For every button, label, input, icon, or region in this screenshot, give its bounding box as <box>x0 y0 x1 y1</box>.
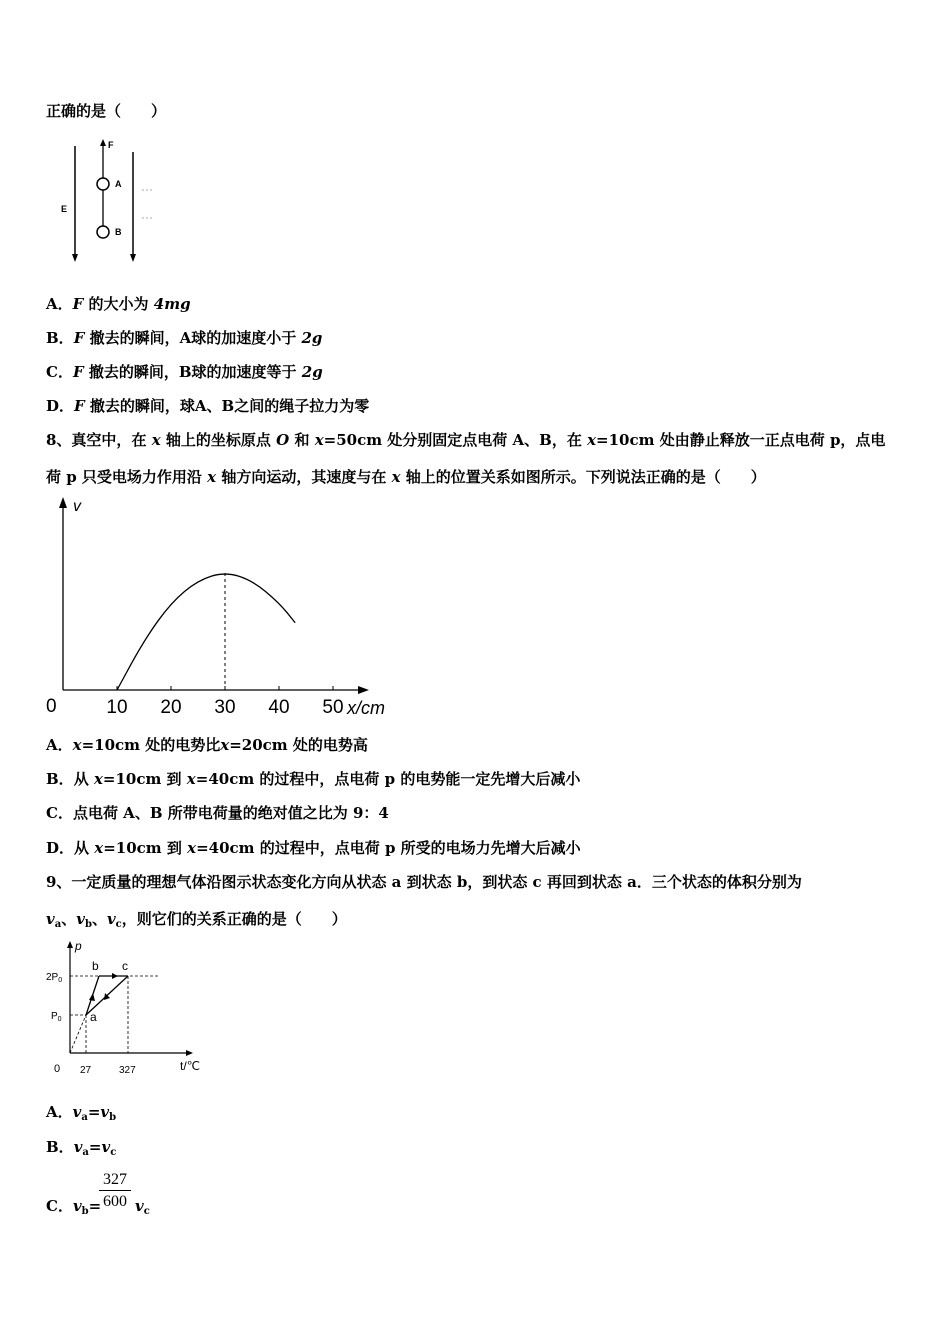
x-tick-label-50: 50 <box>322 697 344 718</box>
q7-option-d: D．F 撤去的瞬间，球A、B之间的绳子拉力为零 <box>46 397 370 415</box>
label-E: E <box>61 204 68 214</box>
q8-option-d: D．从 x=10cm 到 x=40cm 的过程中，点电荷 p 所受的电场力先增大后减小 <box>46 839 581 857</box>
label-B: B <box>115 227 122 237</box>
q7-option-c: C．F 撤去的瞬间，B球的加速度等于 2g <box>46 363 323 381</box>
x-tick-label-10: 10 <box>106 697 128 718</box>
y-axis-label: v <box>73 498 81 515</box>
x-axis-label: x/cm <box>347 698 385 718</box>
label-A: A <box>115 179 122 189</box>
p-axis-label: p <box>75 939 82 953</box>
q9-option-a: A．$v_a=v_b$ <box>46 1103 117 1123</box>
fraction-327-600 <box>99 1170 131 1213</box>
ball-A <box>97 178 109 190</box>
ball-B <box>97 226 109 238</box>
velocity-curve <box>117 574 295 690</box>
tick-2p0: $2P_0$ <box>46 972 63 984</box>
q8-stem-line2: 荷 p 只受电场力作用沿 x 轴方向运动，其速度与在 x 轴上的位置关系如图所示。下列说法正确的是（ ） <box>46 468 766 486</box>
q8-option-c: C．点电荷 A、B 所带电荷量的绝对值之比为 9：4 <box>46 804 389 822</box>
q7-stem-tail: 正确的是（ ） <box>46 102 167 120</box>
q9-option-c-rhs: $v_c$ <box>135 1197 150 1217</box>
q7-option-b: B．F 撤去的瞬间，A球的加速度小于 2g <box>46 329 323 347</box>
q8-stem-line1: 8、真空中，在 x 轴上的坐标原点 O 和 x=50cm 处分别固定点电荷 A、B，在 x=10cm 处由静止释放一正点电荷 p，点电 <box>46 431 886 449</box>
q8-option-a: A．x=10cm 处的电势比x=20cm 处的电势高 <box>46 736 368 754</box>
origin: 0 <box>54 1063 61 1075</box>
tick-27: 27 <box>80 1065 92 1076</box>
pressure-temperature-graph <box>44 938 214 1078</box>
x-tick-label-20: 20 <box>160 697 182 718</box>
q7-figure <box>55 138 165 266</box>
q9-stem-line2: $v_a$、$v_b$、$v_c$，则它们的关系正确的是（ ） <box>46 910 347 930</box>
q9-stem-line1: 9、一定质量的理想气体沿图示状态变化方向从状态 a 到状态 b，到状态 c 再回到状态 a．三个状态的体积分别为 <box>46 873 802 891</box>
tick-p0: $P_0$ <box>51 1011 62 1023</box>
label-b: b <box>92 959 99 973</box>
q8-option-b: B．从 x=10cm 到 x=40cm 的过程中，点电荷 p 的电势能一定先增大后减小 <box>46 770 581 788</box>
q7-option-a: A．F 的大小为 4mg <box>46 295 191 313</box>
x-tick-label-30: 30 <box>214 697 236 718</box>
velocity-position-chart <box>40 494 410 724</box>
origin-label: 0 <box>46 696 57 717</box>
label-F: F <box>108 140 114 150</box>
y-axis-arrow <box>59 497 67 508</box>
tick-327: 327 <box>119 1065 136 1076</box>
q9-option-c: C．$v_b=$ <box>46 1197 102 1217</box>
label-a: a <box>90 1010 97 1024</box>
q9-option-b: B．$v_a=v_c$ <box>46 1138 117 1158</box>
fraction-denominator: 600 <box>99 1190 131 1213</box>
label-c: c <box>122 959 128 973</box>
x-tick-label-40: 40 <box>268 697 290 718</box>
fraction-numerator: 327 <box>103 1171 127 1188</box>
x-axis-arrow <box>358 686 369 694</box>
t-axis-label: t/℃ <box>180 1059 201 1073</box>
